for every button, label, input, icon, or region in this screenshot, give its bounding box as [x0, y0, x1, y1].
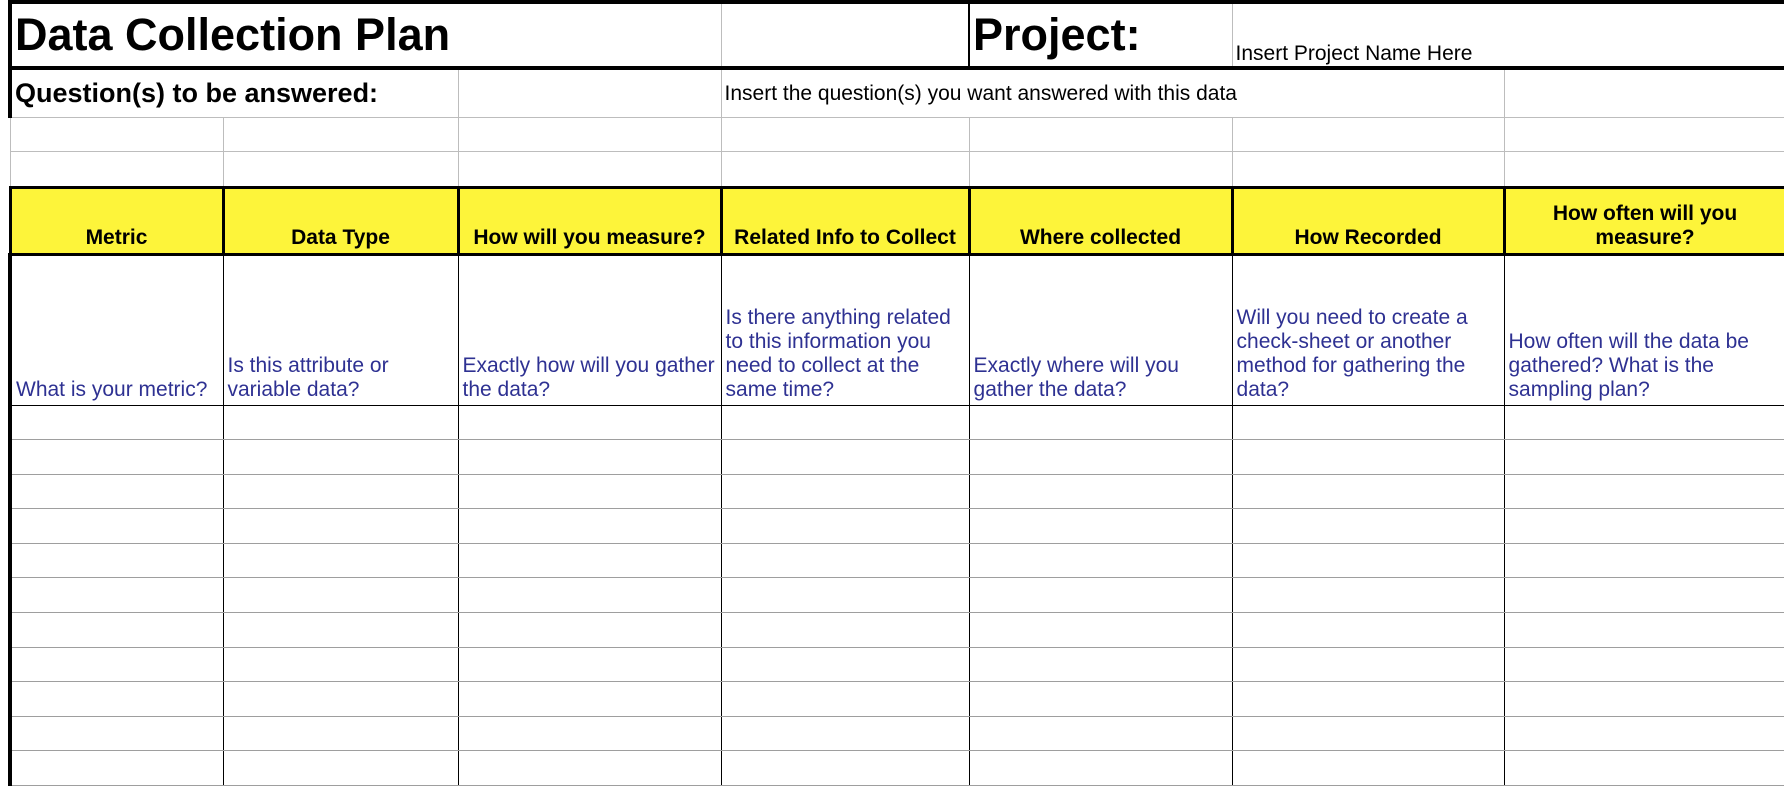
question-label[interactable]: Question(s) to be answered: [10, 68, 458, 117]
data-entry-row [10, 509, 1784, 544]
cell[interactable] [458, 751, 721, 786]
cell[interactable] [1504, 405, 1784, 440]
cell[interactable] [1232, 647, 1504, 682]
cell[interactable] [458, 647, 721, 682]
sheet-title[interactable]: Data Collection Plan [10, 2, 721, 68]
cell[interactable] [10, 440, 223, 475]
cell[interactable] [969, 117, 1232, 152]
guidance-how-recorded[interactable]: Will you need to create a check-sheet or another method for gathering the data? [1232, 255, 1504, 405]
cell[interactable] [458, 474, 721, 509]
header-how-recorded[interactable]: How Recorded [1232, 188, 1504, 255]
cell[interactable] [969, 716, 1232, 751]
cell[interactable] [1232, 716, 1504, 751]
cell[interactable] [10, 578, 223, 613]
cell[interactable] [1232, 474, 1504, 509]
data-entry-row [10, 405, 1784, 440]
cell[interactable] [10, 152, 223, 188]
cell[interactable] [1232, 405, 1504, 440]
cell[interactable] [458, 716, 721, 751]
cell[interactable] [223, 117, 458, 152]
cell[interactable] [969, 509, 1232, 544]
cell[interactable] [458, 682, 721, 717]
cell[interactable] [721, 440, 969, 475]
guidance-how-measure[interactable]: Exactly how will you gather the data? [458, 255, 721, 405]
cell[interactable] [1504, 509, 1784, 544]
guidance-row [10, 255, 1784, 405]
cell[interactable] [10, 716, 223, 751]
cell[interactable] [458, 578, 721, 613]
cell[interactable] [1232, 543, 1504, 578]
data-entry-row [10, 716, 1784, 751]
cell[interactable] [223, 543, 458, 578]
cell[interactable] [969, 152, 1232, 188]
cell[interactable] [10, 751, 223, 786]
cell[interactable] [1232, 751, 1504, 786]
guidance-where-collected[interactable]: Exactly where will you gather the data? [969, 255, 1232, 405]
cell[interactable] [969, 578, 1232, 613]
cell[interactable] [1232, 613, 1504, 648]
cell[interactable] [969, 682, 1232, 717]
cell[interactable] [10, 543, 223, 578]
header-how-often[interactable]: How often will you measure? [1504, 188, 1784, 255]
data-entry-row [10, 647, 1784, 682]
header-how-measure[interactable]: How will you measure? [458, 188, 721, 255]
cell[interactable] [458, 543, 721, 578]
cell[interactable] [10, 682, 223, 717]
question-spacer-cell[interactable] [458, 68, 721, 117]
cell[interactable] [1232, 682, 1504, 717]
data-entry-row [10, 682, 1784, 717]
cell[interactable] [1504, 152, 1784, 188]
cell[interactable] [458, 613, 721, 648]
cell[interactable] [1232, 578, 1504, 613]
cell[interactable] [10, 613, 223, 648]
cell[interactable] [223, 578, 458, 613]
project-label[interactable]: Project: [969, 2, 1232, 68]
cell[interactable] [10, 117, 223, 152]
cell[interactable] [223, 440, 458, 475]
cell[interactable] [1504, 440, 1784, 475]
cell[interactable] [458, 405, 721, 440]
blank-row [10, 152, 1784, 188]
data-collection-plan-sheet [8, 0, 1784, 786]
blank-row [10, 117, 1784, 152]
cell[interactable] [969, 613, 1232, 648]
cell[interactable] [721, 543, 969, 578]
cell[interactable] [1504, 682, 1784, 717]
guidance-how-often[interactable]: How often will the data be gathered? What is the sampling plan? [1504, 255, 1784, 405]
cell[interactable] [223, 474, 458, 509]
cell[interactable] [969, 440, 1232, 475]
cell[interactable] [1232, 152, 1504, 188]
cell[interactable] [1504, 474, 1784, 509]
cell[interactable] [721, 613, 969, 648]
cell[interactable] [721, 117, 969, 152]
cell[interactable] [223, 716, 458, 751]
guidance-related-info[interactable]: Is there anything related to this information you need to collect at the same time? [721, 255, 969, 405]
cell[interactable] [1504, 716, 1784, 751]
cell[interactable] [969, 751, 1232, 786]
cell[interactable] [223, 405, 458, 440]
cell[interactable] [969, 405, 1232, 440]
question-end-cell[interactable] [1504, 68, 1784, 117]
cell[interactable] [10, 509, 223, 544]
header-metric[interactable]: Metric [10, 188, 223, 255]
data-entry-row [10, 578, 1784, 613]
data-entry-row [10, 543, 1784, 578]
cell[interactable] [721, 751, 969, 786]
cell[interactable] [223, 751, 458, 786]
cell[interactable] [10, 647, 223, 682]
data-entry-row [10, 751, 1784, 786]
header-where-collected[interactable]: Where collected [969, 188, 1232, 255]
cell[interactable] [721, 509, 969, 544]
cell[interactable] [1504, 578, 1784, 613]
cell[interactable] [223, 613, 458, 648]
cell[interactable] [223, 647, 458, 682]
cell[interactable] [969, 647, 1232, 682]
title-row [10, 2, 1784, 68]
cell[interactable] [721, 647, 969, 682]
cell[interactable] [10, 405, 223, 440]
cell[interactable] [1504, 751, 1784, 786]
cell[interactable] [223, 152, 458, 188]
cell[interactable] [1232, 440, 1504, 475]
cell[interactable] [1232, 117, 1504, 152]
guidance-data-type[interactable]: Is this attribute or variable data? [223, 255, 458, 405]
cell[interactable] [721, 405, 969, 440]
cell[interactable] [721, 716, 969, 751]
question-row [10, 68, 1784, 117]
cell[interactable] [1504, 117, 1784, 152]
cell[interactable] [458, 440, 721, 475]
cell[interactable] [721, 152, 969, 188]
cell[interactable] [1504, 613, 1784, 648]
cell[interactable] [458, 509, 721, 544]
cell[interactable] [969, 474, 1232, 509]
header-related-info[interactable]: Related Info to Collect [721, 188, 969, 255]
title-spacer-cell[interactable] [721, 2, 969, 68]
cell[interactable] [458, 152, 721, 188]
guidance-metric[interactable]: What is your metric? [10, 255, 223, 405]
data-entry-row [10, 613, 1784, 648]
cell[interactable] [721, 682, 969, 717]
project-name-field[interactable]: Insert Project Name Here [1232, 2, 1784, 68]
data-entry-row [10, 440, 1784, 475]
cell[interactable] [1504, 647, 1784, 682]
cell[interactable] [10, 474, 223, 509]
column-header-row [10, 188, 1784, 255]
cell[interactable] [1232, 509, 1504, 544]
cell[interactable] [223, 509, 458, 544]
cell[interactable] [1504, 543, 1784, 578]
question-field[interactable]: Insert the question(s) you want answered with this data [721, 68, 1504, 117]
data-entry-row [10, 474, 1784, 509]
cell[interactable] [223, 682, 458, 717]
cell[interactable] [721, 578, 969, 613]
header-data-type[interactable]: Data Type [223, 188, 458, 255]
cell[interactable] [721, 474, 969, 509]
cell[interactable] [458, 117, 721, 152]
cell[interactable] [969, 543, 1232, 578]
